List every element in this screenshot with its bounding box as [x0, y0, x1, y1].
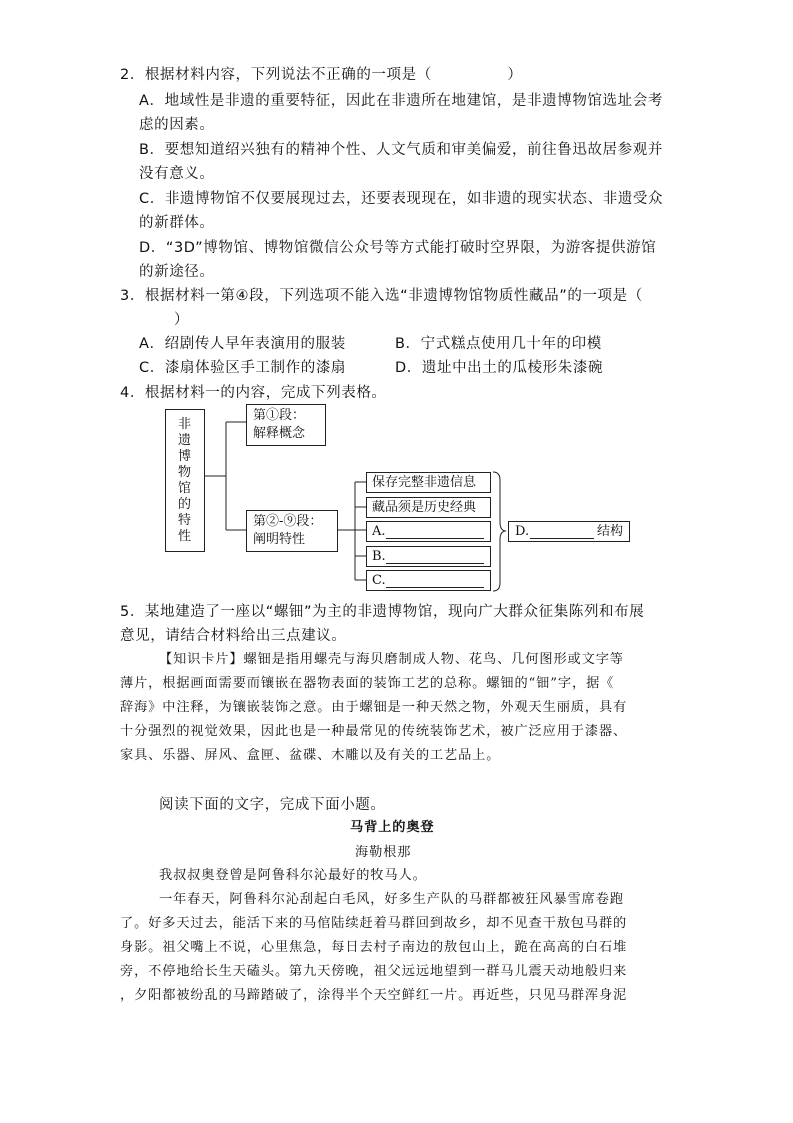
q3-option-d: D．遗址中出土的瓜棱形朱漆碗 — [395, 360, 604, 376]
diagram-para2-box — [246, 510, 338, 552]
diagram-leaf-c-box — [366, 570, 491, 591]
q2-option-a: A．地域性是非遗的重要特征，因此在非遗所在地建馆，是非遗博物馆选址会考 — [139, 93, 663, 109]
summary-label: D. — [515, 524, 530, 539]
root-char: 性 — [178, 529, 192, 544]
q2-option-c-cont: 的新群体。 — [139, 215, 215, 231]
diagram-summary-box — [508, 521, 630, 542]
knowledge-card-line: 【知识卡片】螺钿是指用螺壳与海贝磨制成人物、花鸟、几何图形或文字等 — [159, 652, 624, 667]
diagram-leaf-box — [366, 472, 491, 493]
diagram-leaf-box — [366, 497, 491, 518]
leaf-a-label: A. — [372, 524, 386, 539]
q2-option-d-cont: 的新途径。 — [139, 264, 215, 280]
root-char: 馆 — [178, 481, 192, 496]
root-char: 的 — [178, 497, 192, 512]
passage-paragraph: ，夕阳都被纷乱的马蹄踏破了，涂得半个天空鲜红一片。再近些，只见马群浑身泥 — [120, 988, 628, 1003]
summary-suffix: 结构 — [597, 524, 624, 539]
root-char: 遗 — [178, 433, 192, 448]
q3-option-c: C．漆扇体验区手工制作的漆扇 — [139, 360, 347, 376]
passage-paragraph: 我叔叔奥登曾是阿鲁科尔沁最好的牧马人。 — [159, 868, 427, 883]
q4-stem: 4．根据材料一的内容，完成下列表格。 — [120, 385, 387, 401]
passage-paragraph: 了。好多天过去，能活下来的马倌陆续赶着马群回到故乡，却不见查干敖包马群的 — [120, 916, 628, 931]
q2-stem: 2．根据材料内容，下列说法不正确的一项是（ ） — [120, 67, 523, 83]
passage-author: 海勒根那 — [355, 845, 412, 860]
passage-paragraph: 身影。祖父嘴上不说，心里焦急，每日去村子南边的敖包山上，跪在高高的白石堆 — [120, 940, 628, 955]
passage-paragraph: 旁，不停地给长生天磕头。第九天傍晚，祖父远远地望到一群马儿震天动地般归来 — [120, 964, 628, 979]
diagram-root-box — [165, 409, 205, 552]
knowledge-card-line: 家具、乐器、屏风、盒匣、盆碟、木雕以及有关的工艺品上。 — [120, 748, 501, 763]
leaf-text: 保存完整非遗信息 — [372, 475, 477, 490]
q2-option-b: B．要想知道绍兴独有的精神个性、人文气质和审美偏爱，前往鲁迅故居参观并 — [139, 142, 663, 158]
leaf-b-label: B. — [372, 549, 386, 564]
knowledge-card-line: 辞海》中注释，为镶嵌装饰之意。由于螺钿是一种天然之物，外观天生丽质，具有 — [120, 700, 628, 715]
passage-paragraph: 一年春天，阿鲁科尔沁刮起白毛风，好多生产队的马群都被狂风暴雪席卷跑 — [159, 892, 624, 907]
q5-stem: 5．某地建造了一座以“螺钿”为主的非遗博物馆，现向广大群众征集陈列和布展 — [120, 604, 645, 620]
leaf-c-label: C. — [372, 573, 386, 588]
diagram-leaf-a-box — [366, 521, 491, 542]
diagram-para1-box — [246, 404, 326, 446]
blank-line — [386, 563, 484, 564]
root-char: 非 — [178, 417, 192, 432]
q2-option-a-cont: 虑的因素。 — [139, 117, 215, 133]
root-char: 特 — [178, 513, 192, 528]
q3-option-b: B．宁式糕点使用几十年的印模 — [395, 336, 602, 352]
blank-line — [386, 538, 484, 539]
blank-line — [530, 538, 594, 539]
q3-option-a: A．绍剧传人早年表演用的服装 — [139, 336, 346, 352]
para2-desc: 阐明特性 — [253, 532, 306, 547]
knowledge-card-line: 十分强烈的视觉效果，因此也是一种最常见的传统装饰艺术，被广泛应用于漆器、 — [120, 724, 628, 739]
q3-stem-close: ） — [174, 312, 190, 328]
blank-line — [386, 587, 484, 588]
q2-option-b-cont: 没有意义。 — [139, 166, 215, 182]
knowledge-card-line: 薄片，根据画面需要而镶嵌在器物表面的装饰工艺的总称。螺钿的“钿”字，据《 — [120, 676, 615, 691]
q3-stem: 3．根据材料一第④段，下列选项不能入选“非遗博物馆物质性藏品”的一项是（ — [120, 288, 643, 304]
para1-label: 第①段： — [253, 408, 306, 423]
root-char: 物 — [178, 465, 192, 480]
para2-label: 第②-⑨段： — [253, 514, 323, 529]
q2-option-d: D．“3D”博物馆、博物馆微信公众号等方式能打破时空界限，为游客提供游馆 — [139, 240, 657, 256]
q5-stem-cont: 意见，请结合材料给出三点建议。 — [120, 628, 347, 644]
leaf-text: 藏品须是历史经典 — [372, 500, 477, 515]
diagram-leaf-b-box — [366, 546, 491, 567]
root-char: 博 — [178, 449, 192, 464]
reading-intro: 阅读下面的文字，完成下面小题。 — [159, 797, 386, 813]
para1-desc: 解释概念 — [253, 426, 306, 441]
q2-option-c: C．非遗博物馆不仅要展现过去，还要表现现在，如非遗的现实状态、非遗受众 — [139, 191, 664, 207]
passage-title: 马背上的奥登 — [350, 820, 435, 835]
